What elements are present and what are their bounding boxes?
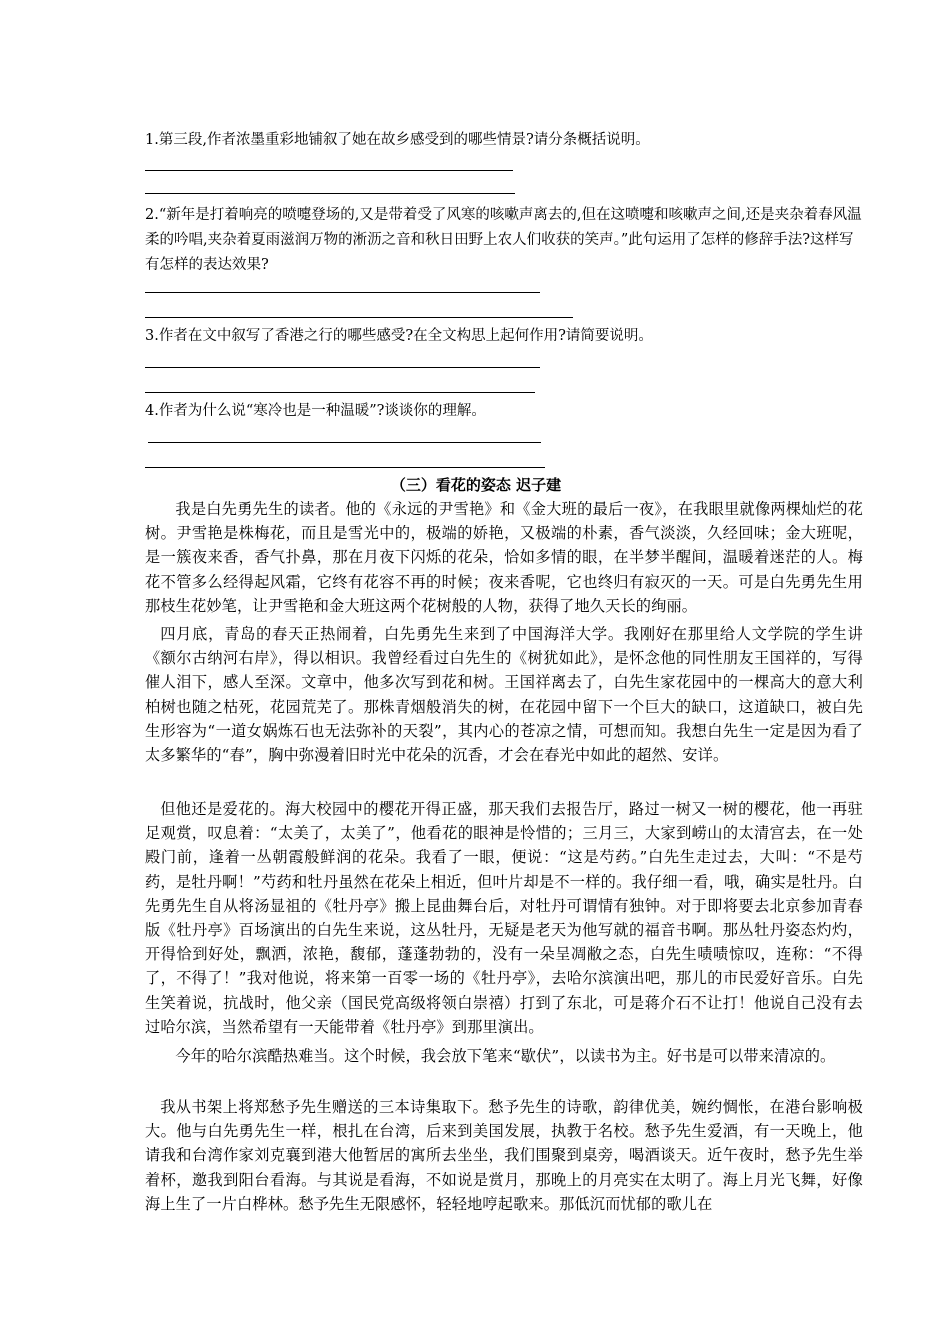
answer-line (145, 317, 573, 318)
answer-line (145, 467, 545, 468)
paragraph-1: 我是白先勇先生的读者。他的《永远的尹雪艳》和《金大班的最后一夜》，在我眼里就像两棵灿烂的花树。尹雪艳是株梅花，而且是雪光中的，极端的娇艳，又极端的朴素，香气淡淡，久经回味；金大班呢，是一簇夜来香，香气扑鼻，那在月夜下闪烁的花朵，恰如多情的眼，在半梦半醒间，温暖着迷茫的人。梅花不管多么经得起风霜，它终有花容不再的时候；夜来香呢，它也终归有寂灭的一天。可是白先勇先生用那枝生花妙笔，让尹雪艳和金大班这两个花树般的人物，获得了地久天长的绚丽。 (145, 500, 863, 615)
paragraph-3: 但他还是爱花的。海大校园中的樱花开得正盛，那天我们去报告厅，路过一树又一树的樱花，他一再驻足观赏，叹息着：“太美了，太美了”，他看花的眼神是怜惜的；三月三，大家到崂山的太清宫去，在一处殿门前，逢着一丛朝霞般鲜润的花朵。我看了一眼，便说：“这是芍药。”白先生走过去，大叫：“不是芍药，是牡丹啊！”芍药和牡丹虽然在花朵上相近，但叶片却是不一样的。我仔细一看，哦，确实是牡丹。白先勇先生自从将汤显祖的《牡丹亭》搬上昆曲舞台后，对牡丹可谓情有独钟。对于即将要去北京参加青春版《牡丹亭》百场演出的白先生来说，这丛牡丹，无疑是老天为他写就的福音书啊。那丛牡丹姿态灼灼，开得恰到好处，飘洒，浓艳，馥郁，蓬蓬勃勃的，没有一朵呈凋敝之态，白先生啧啧惊叹，连称：“不得了，不得了！”我对他说，将来第一百零一场的《牡丹亭》，去哈尔滨演出吧，那儿的市民爱好音乐。白先生笑着说，抗战时，他父亲（国民党高级将领白崇禧）打到了东北，可是蒋介石不让打！他说自己没有去过哈尔滨，当然希望有一天能带着《牡丹亭》到那里演出。 (145, 800, 863, 1036)
question-4: 4.作者为什么说“寒冷也是一种温暖”?谈谈你的理解。 (145, 403, 486, 419)
paragraph-5: 我从书架上将郑愁予先生赠送的三本诗集取下。愁予先生的诗歌，韵律优美，婉约惆怅，在港台影响极大。他与白先勇先生一样，根扎在台湾，后来到美国发展，执教于名校。愁予先生爱酒，有一天晚上，他请我和台湾作家刘克襄到港大他暂居的寓所去坐坐，我们围聚到桌旁，喝酒谈天。近午夜时，愁予先生举着杯，邀我到阳台看海。与其说是看海，不如说是赏月，那晚上的月亮实在太明了。海上月光飞舞，好像海上生了一片白桦林。愁予先生无限感怀，轻轻地哼起歌来。那低沉而忧郁的歌儿在 (145, 1098, 863, 1213)
question-2: 2.“新年是打着响亮的喷嚏登场的,又是带着受了风寒的咳嗽声离去的,但在这喷嚏和咳嗽声之间,还是夹杂着春风温柔的吟唱,夹杂着夏雨滋润万物的淅沥之音和秋日田野上农人们收获的笑声。”此句运用了怎样的修辞手法?这样写有怎样的表达效果? (145, 207, 862, 273)
answer-line (145, 367, 540, 368)
question-3: 3.作者在文中叙写了香港之行的哪些感受?在全文构思上起何作用?请简要说明。 (145, 328, 653, 344)
section-title: （三）看花的姿态 迟子建 (390, 476, 562, 494)
answer-line (145, 392, 535, 393)
answer-line (145, 193, 515, 194)
paragraph-4: 今年的哈尔滨酷热难当。这个时候，我会放下笔来“歇伏”，以读书为主。好书是可以带来清凉的。 (175, 1047, 836, 1065)
answer-line (148, 442, 541, 443)
paragraph-2: 四月底，青岛的春天正热闹着，白先勇先生来到了中国海洋大学。我刚好在那里给人文学院的学生讲《额尔古纳河右岸》，得以相识。我曾经看过白先生的《树犹如此》，是怀念他的同性朋友王国祥的，写得催人泪下，感人至深。文章中，他多次写到花和树。王国祥离去了，白先生家花园中的一棵高大的意大利柏树也随之枯死，花园荒芜了。那株青烟般消失的树，在花园中留下一个巨大的缺口，这道缺口，被白先生形容为“一道女娲炼石也无法弥补的天裂”，其内心的苍凉之情，可想而知。我想白先生一定是因为看了太多繁华的“春”，胸中弥漫着旧时光中花朵的沉香，才会在春光中如此的超然、安详。 (145, 625, 863, 765)
answer-line (145, 292, 540, 293)
question-1: 1.第三段,作者浓墨重彩地铺叙了她在故乡感受到的哪些情景?请分条概括说明。 (145, 132, 650, 148)
answer-line (145, 170, 513, 171)
